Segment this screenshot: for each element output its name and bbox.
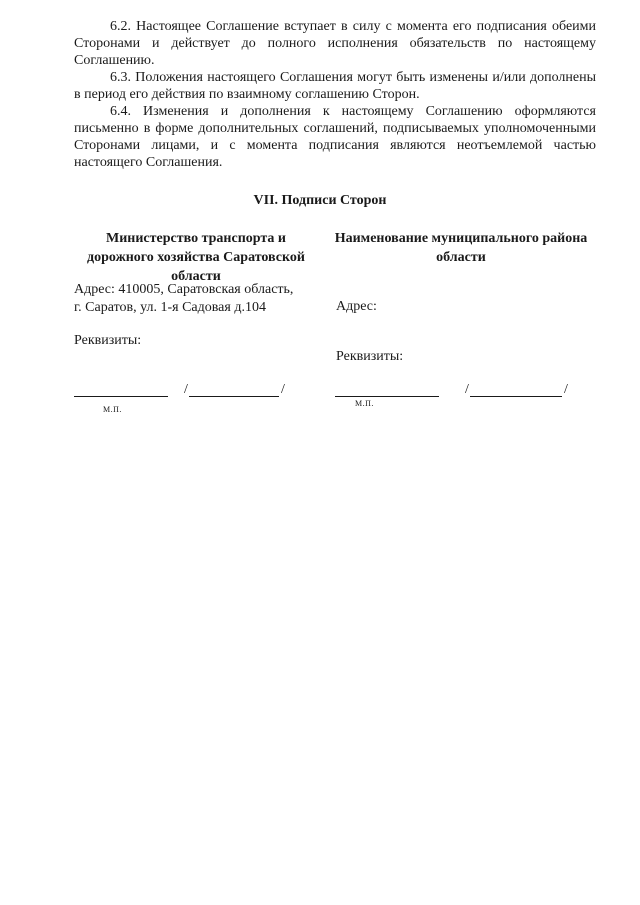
section-title: VII. Подписи Сторон <box>253 193 387 208</box>
clause-6-2: 6.2. Настоящее Соглашение вступает в силу с момента его подписания обеими Сторонами и действует до полного исполнения обязательств по настоящему Соглашению. <box>74 19 596 68</box>
right-signature-line <box>335 396 439 397</box>
left-name-line <box>189 396 279 397</box>
right-stamp-label: М.П. <box>355 399 374 408</box>
left-party-address-line1: Адрес: 410005, Саратовская область, <box>74 282 294 297</box>
left-party-requisites: Реквизиты: <box>74 333 142 348</box>
left-slash-close: / <box>281 382 285 397</box>
left-signature-line <box>74 396 168 397</box>
left-stamp-label: М.П. <box>103 405 122 414</box>
clause-6-3: 6.3. Положения настоящего Соглашения могут быть изменены и/или дополнены в период его действия по взаимному соглашению Сторон. <box>74 70 596 102</box>
right-name-line <box>470 396 562 397</box>
left-party-address-line2: г. Саратов, ул. 1-я Садовая д.104 <box>74 300 266 315</box>
left-slash-open: / <box>184 382 188 397</box>
left-party-name: Министерство транспорта и дорожного хозяйства Саратовской области <box>87 231 305 284</box>
right-slash-close: / <box>564 382 568 397</box>
right-party-name: Наименование муниципального района области <box>334 231 588 265</box>
right-party-address: Адрес: <box>336 299 377 314</box>
right-party-requisites: Реквизиты: <box>336 349 404 364</box>
clause-6-4: 6.4. Изменения и дополнения к настоящему Соглашению оформляются письменно в форме дополнительных соглашений, подписываемых уполномоченными Сторонами лицами, и с момента подписания являются неотъемлемой частью настоящего Соглашения. <box>74 104 596 170</box>
right-slash-open: / <box>465 382 469 397</box>
